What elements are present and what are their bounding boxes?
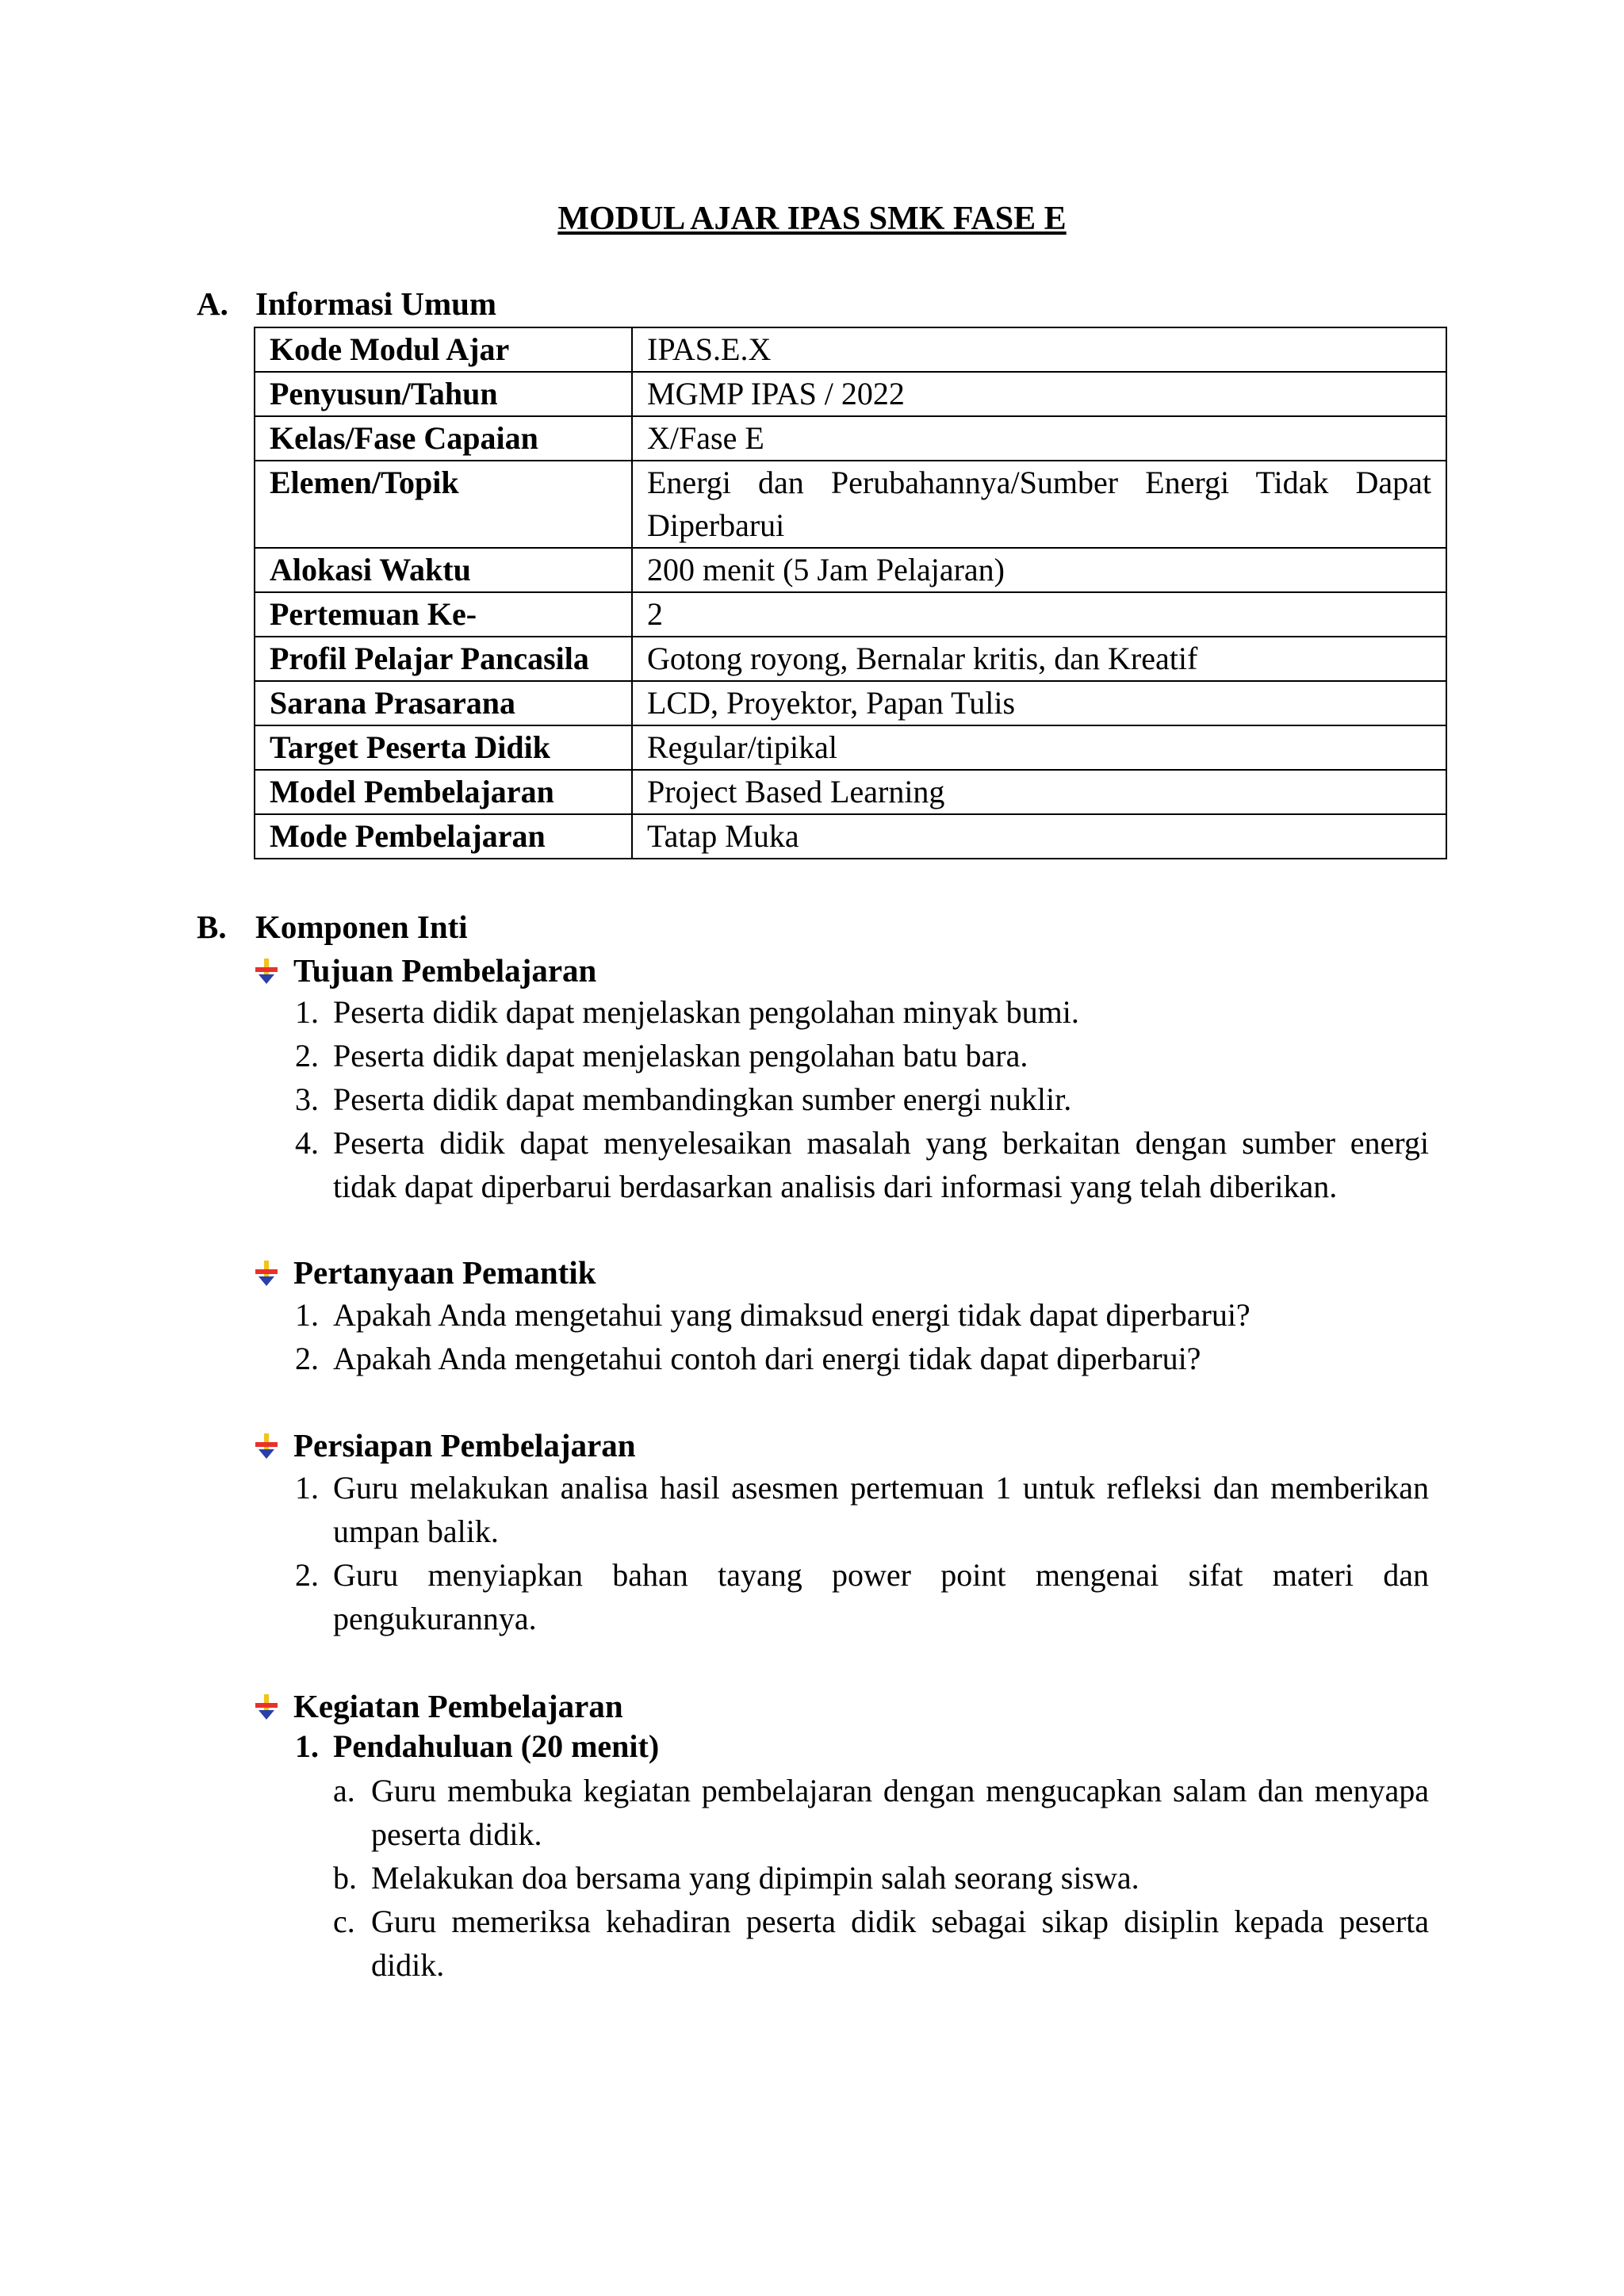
bullet-arrow-icon (254, 1257, 279, 1289)
info-label: Alokasi Waktu (255, 548, 632, 592)
pertanyaan-list (295, 1293, 1429, 1380)
list-item (333, 1900, 1429, 1987)
list-item-number: a. (333, 1773, 355, 1808)
list-item-number: 2. (295, 1341, 319, 1376)
info-label: Penyusun/Tahun (255, 372, 632, 416)
list-item-number: 2. (295, 1038, 319, 1073)
persiapan-title: Persiapan Pembelajaran (293, 1427, 636, 1464)
bullet-arrow-icon (254, 955, 279, 987)
info-value: MGMP IPAS / 2022 (632, 372, 1446, 416)
info-label: Mode Pembelajaran (255, 814, 632, 859)
list-item-text: Apakah Anda mengetahui contoh dari energi tidak dapat diperbarui? (333, 1341, 1201, 1376)
info-row (255, 681, 1446, 725)
list-item-number: 1. (295, 1297, 319, 1333)
pendahuluan-number: 1. (295, 1728, 319, 1764)
list-item (295, 990, 1429, 1034)
kegiatan-heading (254, 1685, 623, 1728)
info-value: 2 (632, 592, 1446, 637)
pertanyaan-title: Pertanyaan Pemantik (293, 1254, 596, 1291)
info-table (254, 327, 1447, 859)
info-row (255, 548, 1446, 592)
list-item-text: Guru memeriksa kehadiran peserta didik sebagai sikap disiplin kepada peserta didik. (371, 1904, 1429, 1983)
list-item-text: Peserta didik dapat menjelaskan pengolahan minyak bumi. (333, 994, 1079, 1030)
section-b-title: Komponen Inti (255, 909, 468, 945)
info-row (255, 461, 1446, 548)
bullet-arrow-icon (254, 1691, 279, 1723)
info-row (255, 592, 1446, 637)
tujuan-list (295, 990, 1429, 1208)
list-item (295, 1293, 1429, 1337)
info-value: IPAS.E.X (632, 327, 1446, 372)
section-b-heading (197, 905, 468, 949)
info-row (255, 416, 1446, 461)
info-value: Regular/tipikal (632, 725, 1446, 770)
list-item (295, 1034, 1429, 1077)
info-label: Sarana Prasarana (255, 681, 632, 725)
pendahuluan-title: Pendahuluan (20 menit) (333, 1728, 660, 1764)
list-item-number: 2. (295, 1557, 319, 1593)
info-row (255, 327, 1446, 372)
section-a-letter: A. (197, 285, 228, 322)
section-b-letter: B. (197, 909, 227, 945)
info-label: Model Pembelajaran (255, 770, 632, 814)
info-row (255, 372, 1446, 416)
list-item-text: Guru menyiapkan bahan tayang power point mengenai sifat materi dan pengukurannya. (333, 1557, 1429, 1636)
bullet-arrow-icon (254, 1430, 279, 1462)
info-value: Energi dan Perubahannya/Sumber Energi Tidak Dapat Diperbarui (632, 461, 1446, 548)
info-value: Project Based Learning (632, 770, 1446, 814)
list-item-text: Melakukan doa bersama yang dipimpin salah seorang siswa. (371, 1860, 1139, 1896)
info-label: Pertemuan Ke- (255, 592, 632, 637)
info-label: Kelas/Fase Capaian (255, 416, 632, 461)
list-item-number: 1. (295, 994, 319, 1030)
info-value: X/Fase E (632, 416, 1446, 461)
list-item-number: c. (333, 1904, 355, 1939)
persiapan-heading (254, 1424, 636, 1468)
info-row (255, 814, 1446, 859)
list-item (295, 1553, 1429, 1640)
info-row (255, 637, 1446, 681)
list-item-text: Guru membuka kegiatan pembelajaran dengan mengucapkan salam dan menyapa peserta didik. (371, 1773, 1429, 1852)
info-label: Target Peserta Didik (255, 725, 632, 770)
persiapan-list (295, 1466, 1429, 1640)
tujuan-title: Tujuan Pembelajaran (293, 952, 597, 989)
list-item-text: Peserta didik dapat menyelesaikan masalah yang berkaitan dengan sumber energi tidak dapat diperbarui berdasarkan analisis dari informasi yang telah diberikan. (333, 1125, 1429, 1204)
info-row (255, 725, 1446, 770)
info-value: Gotong royong, Bernalar kritis, dan Kreatif (632, 637, 1446, 681)
section-a-title: Informasi Umum (255, 285, 497, 322)
list-item (295, 1077, 1429, 1121)
list-item-text: Peserta didik dapat menjelaskan pengolahan batu bara. (333, 1038, 1028, 1073)
list-item (295, 1466, 1429, 1553)
list-item-text: Apakah Anda mengetahui yang dimaksud energi tidak dapat diperbarui? (333, 1297, 1251, 1333)
info-value: 200 menit (5 Jam Pelajaran) (632, 548, 1446, 592)
list-item (333, 1856, 1429, 1900)
pertanyaan-heading (254, 1251, 596, 1295)
list-item-number: b. (333, 1860, 357, 1896)
info-value: Tatap Muka (632, 814, 1446, 859)
pendahuluan-list (333, 1769, 1429, 1987)
info-label: Elemen/Topik (255, 461, 632, 548)
list-item-text: Peserta didik dapat membandingkan sumber energi nuklir. (333, 1081, 1072, 1117)
list-item-text: Guru melakukan analisa hasil asesmen pertemuan 1 untuk refleksi dan memberikan umpan balik. (333, 1470, 1429, 1549)
document-title: MODUL AJAR IPAS SMK FASE E (557, 201, 1067, 237)
list-item (295, 1337, 1429, 1380)
pendahuluan-heading (295, 1725, 659, 1768)
kegiatan-title: Kegiatan Pembelajaran (293, 1688, 623, 1724)
info-label: Profil Pelajar Pancasila (255, 637, 632, 681)
list-item (333, 1769, 1429, 1856)
section-a-heading (197, 282, 496, 326)
list-item-number: 1. (295, 1470, 319, 1506)
info-label: Kode Modul Ajar (255, 327, 632, 372)
info-row (255, 770, 1446, 814)
list-item (295, 1121, 1429, 1208)
list-item-number: 4. (295, 1125, 319, 1161)
info-value: LCD, Proyektor, Papan Tulis (632, 681, 1446, 725)
tujuan-heading (254, 949, 596, 993)
list-item-number: 3. (295, 1081, 319, 1117)
